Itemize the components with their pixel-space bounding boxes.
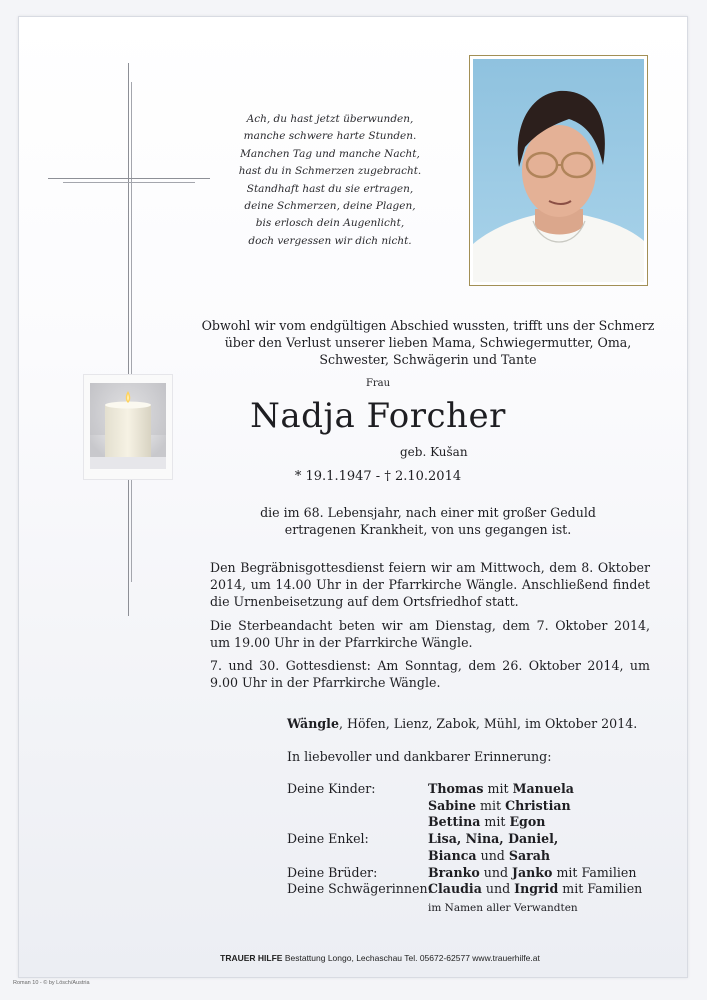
brother-name: Janko (512, 865, 553, 880)
mass-paragraph: 7. und 30. Gottesdienst: Am Sonntag, dem 26. Oktober 2014, um 9.00 Uhr in der Pfarrkirche Wängle. (210, 658, 650, 690)
connector: und (479, 865, 513, 880)
grandchild-name: Bianca (428, 848, 477, 863)
poem-line: deine Schmerzen, deine Plagen, (244, 200, 416, 213)
families-suffix: mit Familien (558, 881, 643, 896)
passing-line: die im 68. Lebensjahr, nach einer mit großer Geduld (260, 505, 596, 520)
connector: und (476, 848, 509, 863)
children-line-2 (428, 797, 571, 814)
footer-contact: Bestattung Longo, Lechaschau Tel. 05672-62577 www.trauerhilfe.at (282, 953, 540, 963)
poem-line: doch vergessen wir dich nicht. (248, 234, 412, 247)
intro-line: Obwohl wir vom endgültigen Abschied wussten, trifft uns der Schmerz (201, 318, 655, 333)
relatives-line: im Namen aller Verwandten (428, 902, 578, 914)
sisters-in-law-line (428, 880, 642, 897)
candle-image (83, 374, 173, 480)
brother-name: Branko (428, 865, 480, 880)
child-name: Bettina (428, 814, 481, 829)
place-rest: , Höfen, Lienz, Zabok, Mühl, im Oktober 2014. (338, 716, 638, 731)
deceased-name: Nadja Forcher (250, 396, 506, 436)
connector: und (481, 881, 515, 896)
brothers-line (428, 864, 636, 881)
poem-line: Standhaft hast du sie ertragen, (246, 182, 414, 195)
cross-horizontal-line-inner (63, 182, 195, 183)
poem-line: Ach, du hast jetzt überwunden, (246, 113, 414, 125)
portrait-photo (469, 55, 648, 286)
grandchild-name: Nina (465, 831, 500, 846)
place-bold: Wängle (287, 716, 339, 731)
grandchild-name: Lisa (428, 831, 457, 846)
sister-in-law-name: Ingrid (514, 881, 559, 896)
candle-icon (90, 383, 166, 469)
funeral-service-paragraph: Den Begräbnisgottesdienst feiern wir am Mittwoch, dem 8. Oktober 2014, um 14.00 Uhr in der Pfarrkirche Wängle. Anschließend findet die Urnenbeisetzung auf dem Ortsfriedhof statt. (210, 560, 650, 609)
prayer-paragraph: Die Sterbeandacht beten wir am Dienstag, dem 7. Oktober 2014, um 19.00 Uhr in der Pfarrkirche Wängle. (210, 618, 650, 650)
separator: , (499, 831, 509, 846)
poem (220, 111, 440, 250)
grandchild-name: Sarah (508, 848, 551, 863)
child-partner-name: Manuela (512, 781, 574, 796)
life-dates: * 19.1.1947 - † 2.10.2014 (294, 469, 462, 484)
connector: mit (476, 798, 506, 813)
children-line-1 (428, 780, 574, 797)
intro-line: Schwester, Schwägerin und Tante (319, 352, 537, 367)
child-name: Sabine (428, 798, 477, 813)
sister-in-law-name: Claudia (428, 881, 482, 896)
poem-line: hast du in Schmerzen zugebracht. (238, 165, 422, 178)
poem-line: bis erlosch dein Augenlicht, (255, 217, 405, 230)
grandchildren-line-1 (428, 830, 558, 847)
passing-text (210, 504, 646, 538)
connector: mit (480, 814, 510, 829)
separator: , (553, 831, 559, 846)
sisters-in-law-label: Deine Schwägerinnen: (287, 881, 432, 896)
place-and-date (287, 716, 667, 731)
poem-line: Manchen Tag und manche Nacht, (240, 147, 420, 160)
children-line-3 (428, 813, 545, 830)
families-suffix: mit Familien (552, 865, 637, 880)
memory-line: In liebevoller und dankbarer Erinnerung: (287, 749, 552, 764)
birth-name: geb. Kušan (400, 445, 468, 459)
title-label: Frau (365, 378, 391, 389)
grandchildren-line-2 (428, 847, 550, 864)
credit-text: Roman 10 - © by Lösch/Austria (13, 980, 90, 986)
intro-text (200, 317, 656, 368)
cross-vertical-line-inner (131, 82, 132, 582)
separator: , (456, 831, 466, 846)
connector: mit (483, 781, 513, 796)
children-label: Deine Kinder: (287, 781, 376, 796)
grandchild-name: Daniel (508, 831, 554, 846)
poem-line: manche schwere harte Stunden. (243, 130, 417, 143)
cross-horizontal-line (48, 178, 210, 179)
child-partner-name: Egon (509, 814, 546, 829)
grandchildren-label: Deine Enkel: (287, 831, 369, 846)
child-name: Thomas (428, 781, 484, 796)
brothers-label: Deine Brüder: (287, 865, 378, 880)
footer (180, 953, 580, 963)
footer-brand: TRAUER HILFE (220, 953, 283, 963)
cross-vertical-line (128, 63, 129, 616)
portrait-image (473, 59, 644, 282)
passing-line: ertragenen Krankheit, von uns gegangen ist. (284, 522, 572, 537)
child-partner-name: Christian (505, 798, 571, 813)
intro-line: über den Verlust unserer lieben Mama, Schwiegermutter, Oma, (224, 335, 632, 350)
